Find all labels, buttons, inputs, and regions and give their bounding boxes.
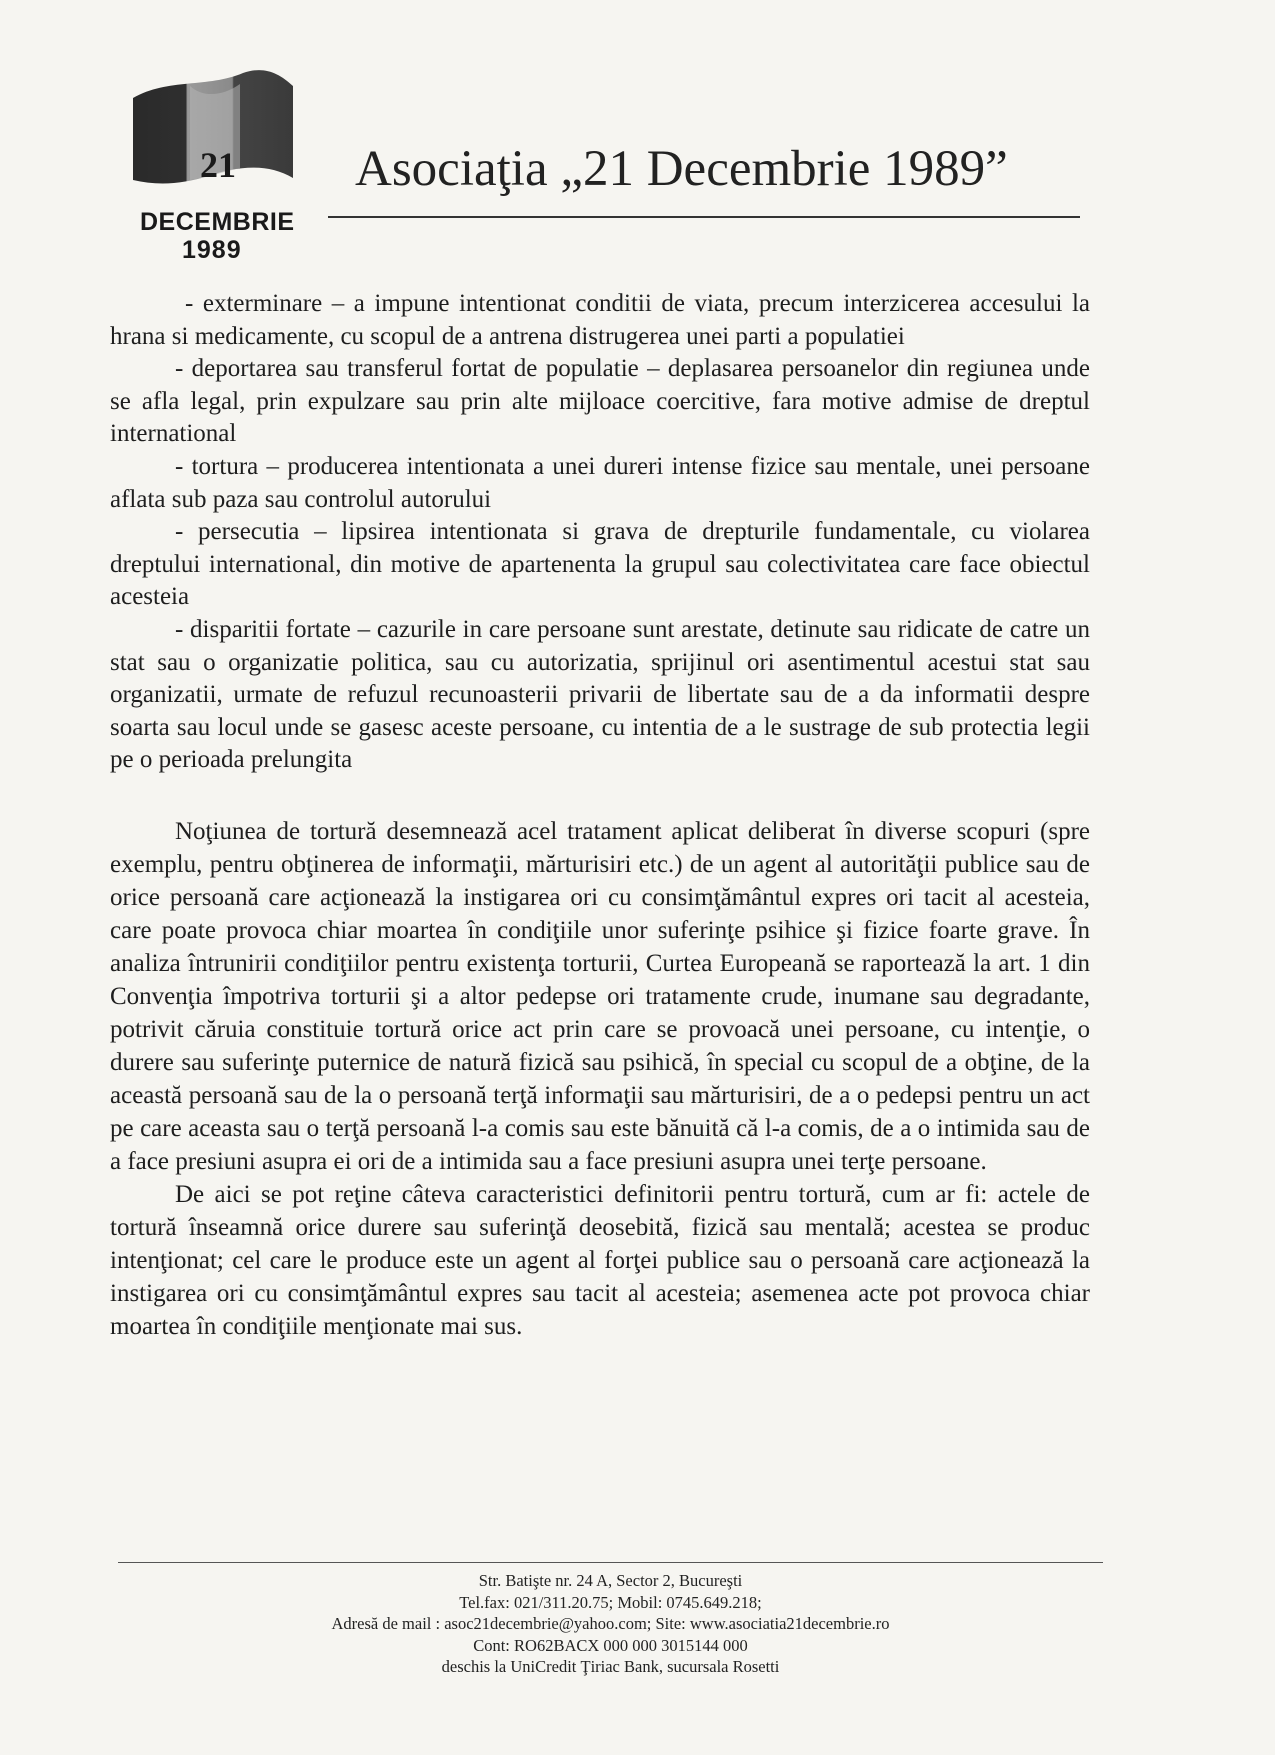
footer-account: Cont: RO62BACX 000 000 3015144 000: [473, 1635, 748, 1655]
footer-bank: deschis la UniCredit Ţiriac Bank, sucursala Rosetti: [441, 1657, 780, 1676]
list-item-deportare: - deportarea sau transferul fortat de populatie – deplasarea persoanelor din regiunea unde se afla legal, prin expulzare sau prin alte mijloace coercitive, fara motive admise de dreptul international: [110, 355, 1090, 448]
logo-text-month: DECEMBRIE: [140, 208, 295, 236]
page-title: Asociaţia „21 Decembrie 1989”: [355, 141, 1008, 197]
footer-phone: Tel.fax: 021/311.20.75; Mobil: 0745.649.218;: [459, 1592, 762, 1612]
association-logo: [118, 68, 333, 268]
logo-number: 21: [200, 145, 236, 185]
document-body: [110, 288, 1090, 1343]
header-divider: [328, 216, 1080, 218]
footer-divider: [118, 1562, 1103, 1563]
list-item-exterminare: - exterminare – a impune intentionat conditii de viata, precum interzicerea accesului la hrana si medicamente, cu scopul de a antrena distrugerea unei parti a populatiei: [110, 290, 1090, 350]
logo-text-year: 1989: [182, 236, 242, 264]
footer-email-site: Adresă de mail : asoc21decembrie@yahoo.com; Site: www.asociatia21decembrie.ro: [331, 1614, 890, 1633]
paragraph-gap: [110, 777, 1090, 815]
list-item-disparitii: - disparitii fortate – cazurile in care persoane sunt arestate, detinute sau ridicate de catre un stat sau o organizatie politica, sau cu autorizatia, sprijinul ori asentimentul acestui stat sau organizatii, urmate de refuzul recunoasterii privarii de libertate sau de a da informatii despre soarta sau locul unde se gasesc aceste persoane, cu intentia de a le sustrage de sub protectia legii pe o perioada prelungita: [110, 615, 1090, 774]
footer-address: Str. Batişte nr. 24 A, Sector 2, Bucureşti: [478, 1571, 743, 1590]
flag-icon: [128, 68, 308, 208]
footer-contact: [118, 1570, 1103, 1678]
list-item-persecutia: - persecutia – lipsirea intentionata si grava de drepturile fundamentale, cu violarea dreptului international, din motive de apartenenta la grupul sau colectivitatea care face obiectul acesteia: [110, 518, 1090, 611]
list-item-tortura: - tortura – producerea intentionata a unei dureri intense fizice sau mentale, unei persoane aflata sub paza sau controlul autorului: [110, 452, 1090, 513]
paragraph-torture-characteristics: De aici se pot reţine câteva caracteristici definitorii pentru tortură, cum ar fi: actele de tortură înseamnă orice durere sau suferinţă deosebită, fizică sau mentală; acestea se produc intenţionat; cel care le produce este un agent al forţei publice sau o persoană care acţionează la instigarea ori cu consimţământul expres sau tacit al acesteia; asemenea acte pot provoca chiar moartea în condiţiile menţionate mai sus.: [110, 1180, 1090, 1340]
paragraph-torture-definition: Noţiunea de tortură desemnează acel tratament aplicat deliberat în diverse scopuri (spre exemplu, pentru obţinerea de informaţii, mărturisiri etc.) de un agent al autorităţii publice sau de orice persoană care acţionează la instigarea ori cu consimţământul expres ori tacit al acesteia, care poate provoca chiar moartea în condiţiile unor suferinţe psihice şi fizice foarte grave. În analiza întrunirii condiţiilor pentru existenţa torturii, Curtea Europeană se raportează la art. 1 din Convenţia împotriva torturii şi a altor pedepse ori tratamente crude, inumane sau degradante, potrivit căruia constituie tortură orice act prin care se provoacă unei persoane, cu intenţie, o durere sau suferinţe puternice de natură fizică sau psihică, în special cu scopul de a obţine, de la această persoană sau de la o persoană terţă informaţii sau mărturisiri, de a o pedepsi pentru un act pe care aceasta sau o terţă persoană l-a comis sau este bănuită că l-a comis, de a o intimida sau de a face presiuni asupra ei ori de a intimida sau a face presiuni asupra unei terţe persoane.: [110, 817, 1090, 1175]
